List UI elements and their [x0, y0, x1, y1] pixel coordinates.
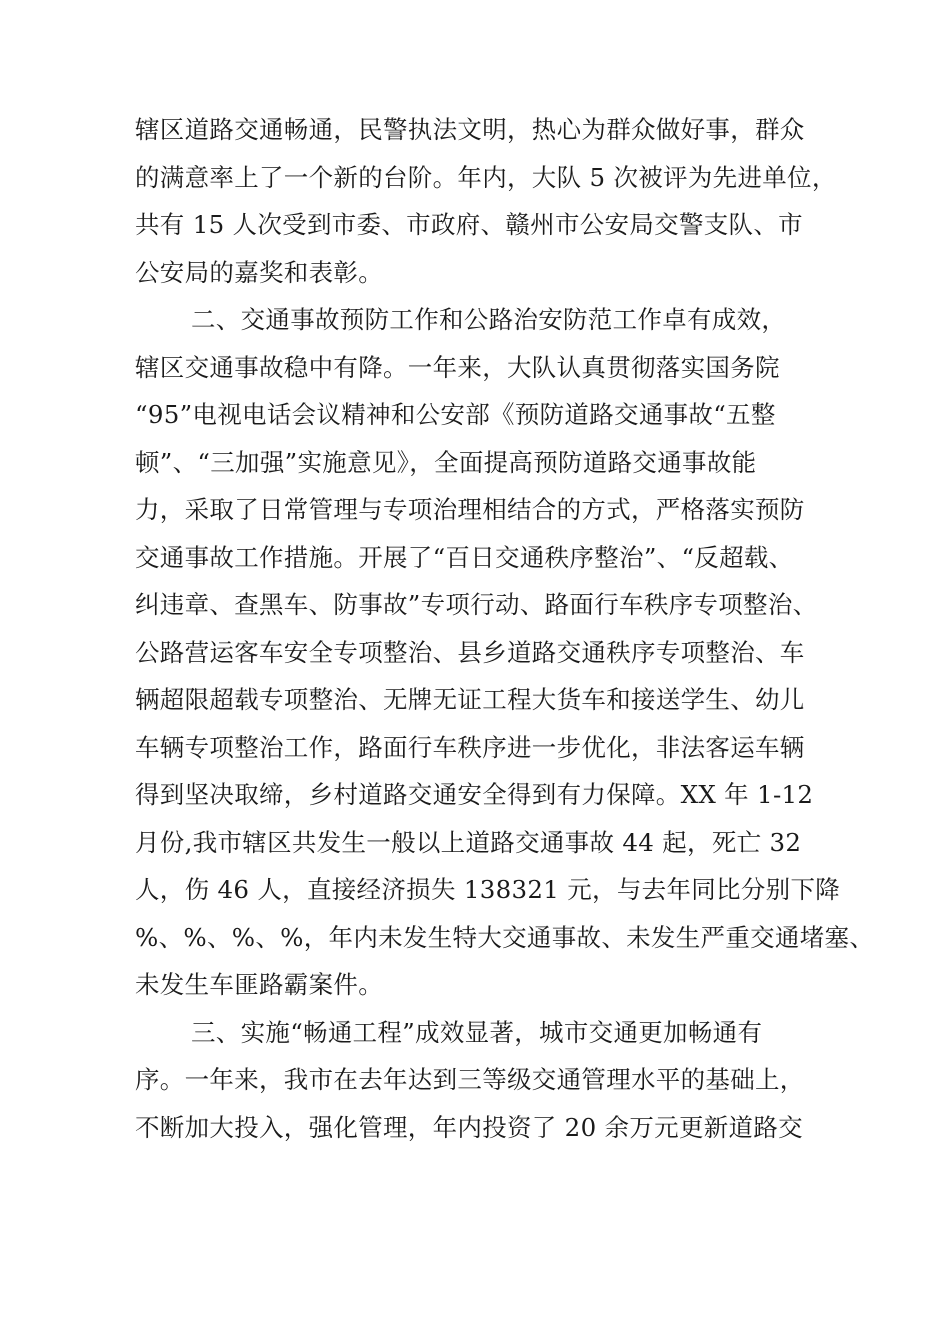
paragraph-2-line-14: %、%、%、%，年内未发生特大交通事故、未发生严重交通堵塞、 [135, 922, 875, 952]
paragraph-2-line-4: 顿”、“三加强”实施意见》，全面提高预防道路交通事故能 [135, 447, 757, 477]
paragraph-2-line-11: 得到坚决取缔，乡村道路交通安全得到有力保障。XX 年 1-12 [135, 780, 814, 809]
paragraph-2-line-9: 辆超限超载专项整治、无牌无证工程大货车和接送学生、幼儿 [135, 685, 805, 714]
paragraph-2-line-15: 未发生车匪路霸案件。 [135, 970, 383, 999]
paragraph-1-line-2: 的满意率上了一个新的台阶。年内，大队 5 次被评为先进单位， [135, 162, 837, 192]
paragraph-2-line-7: 纠违章、查黑车、防事故”专项行动、路面行车秩序专项整治、 [135, 590, 818, 619]
paragraph-1-line-3: 共有 15 人次受到市委、市政府、赣州市公安局交警支队、市 [135, 210, 803, 239]
paragraph-2-line-10: 车辆专项整治工作，路面行车秩序进一步优化，非法客运车辆 [135, 732, 805, 762]
paragraph-3-heading-line: 三、实施“畅通工程”成效显著，城市交通更加畅通有 [191, 1017, 763, 1047]
paragraph-2-line-3: “95”电视电话会议精神和公安部《预防道路交通事故“五整 [135, 400, 776, 429]
paragraph-2-line-12: 月份,我市辖区共发生一般以上道路交通事故 44 起，死亡 32 [135, 827, 802, 857]
paragraph-2-line-2: 辖区交通事故稳中有降。一年来，大队认真贯彻落实国务院 [135, 352, 780, 382]
paragraph-3-line-2: 序。一年来，我市在去年达到三等级交通管理水平的基础上， [135, 1065, 805, 1094]
paragraph-1-line-1: 辖区道路交通畅通，民警执法文明，热心为群众做好事，群众 [135, 115, 805, 144]
paragraph-2-line-6: 交通事故工作措施。开展了“百日交通秩序整治”、“反超载、 [135, 542, 794, 572]
paragraph-1-line-4: 公安局的嘉奖和表彰。 [135, 257, 383, 287]
paragraph-2-line-8: 公路营运客车安全专项整治、县乡道路交通秩序专项整治、车 [135, 637, 805, 667]
paragraph-3-line-3: 不断加大投入，强化管理，年内投资了 20 余万元更新道路交 [135, 1112, 803, 1142]
document-body [135, 106, 875, 1151]
paragraph-2-heading-line: 二、交通事故预防工作和公路治安防范工作卓有成效， [191, 305, 787, 334]
paragraph-2-line-13: 人，伤 46 人，直接经济损失 138321 元，与去年同比分别下降 [135, 875, 841, 904]
paragraph-2-line-5: 力，采取了日常管理与专项治理相结合的方式，严格落实预防 [135, 495, 805, 524]
